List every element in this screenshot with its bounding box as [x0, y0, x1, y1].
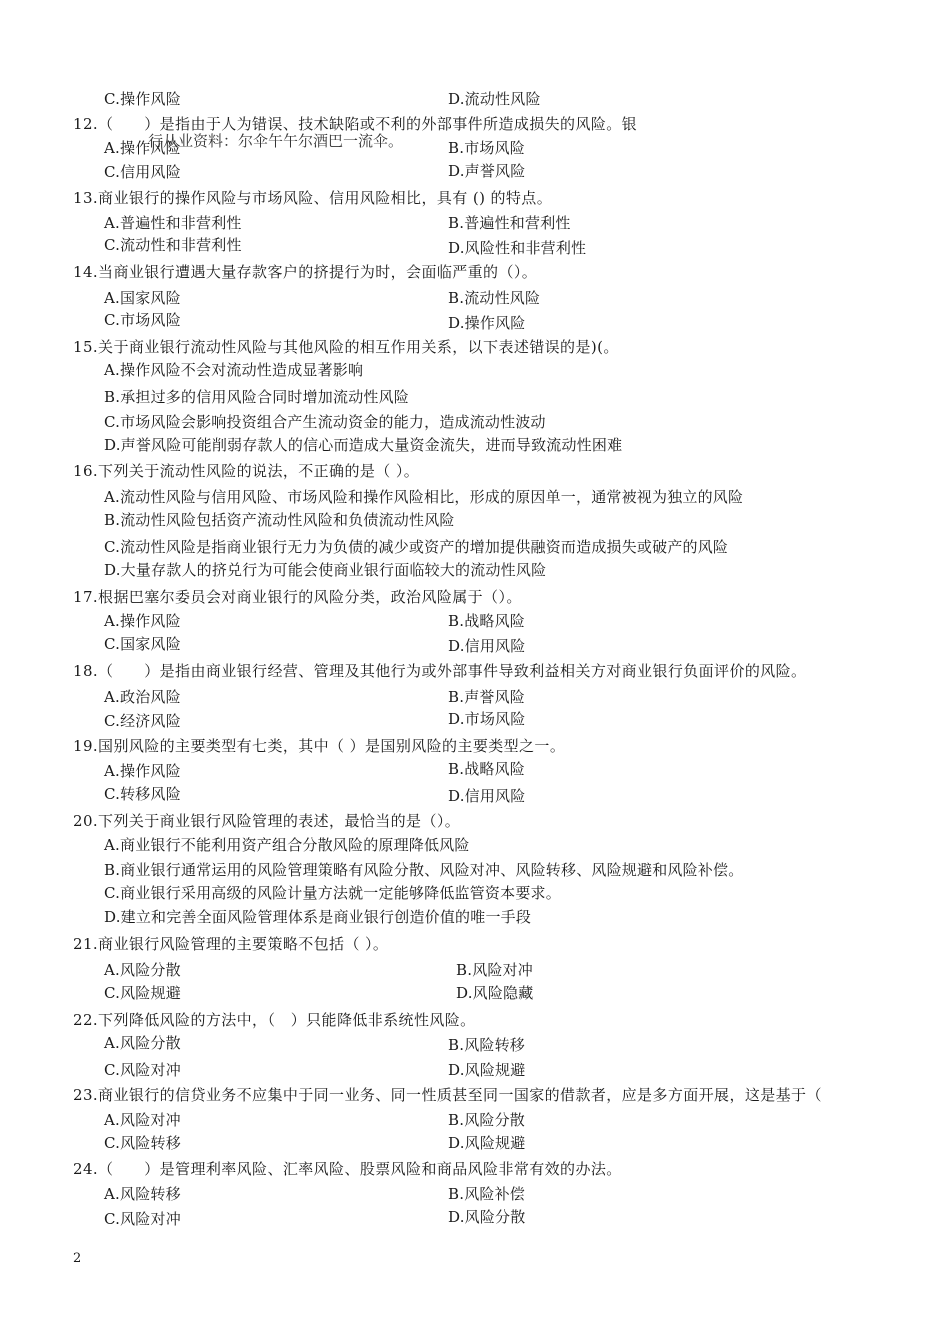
option-text: C.风险对冲	[104, 1210, 181, 1228]
option-text: B.声誉风险	[448, 688, 525, 706]
option-text: D.风险规避	[448, 1061, 526, 1079]
option-text: A.流动性风险与信用风险、市场风险和操作风险相比，形成的原因单一，通常被视为独立的风险	[104, 488, 744, 506]
overlay-text: 行从业资料：尔伞午午尔酒巴一流伞。	[148, 132, 404, 150]
option-text: B.市场风险	[448, 139, 525, 157]
option-text: C.操作风险	[104, 90, 181, 108]
question-text: 19.国别风险的主要类型有七类，其中（ ）是国别风险的主要类型之一。	[73, 737, 566, 755]
option-text: C.流动性风险是指商业银行无力为负债的减少或资产的增加提供融资而造成损失或破产的风险	[104, 538, 729, 556]
option-text: B.风险对冲	[456, 961, 533, 979]
option-text: A.风险分散	[104, 961, 181, 979]
option-text: C.市场风险会影响投资组合产生流动资金的能力，造成流动性波动	[104, 413, 546, 431]
option-text: B.战略风险	[448, 760, 525, 778]
option-text: B.承担过多的信用风险合同时增加流动性风险	[104, 388, 409, 406]
option-text: B.风险分散	[448, 1111, 525, 1129]
option-text: A.国家风险	[104, 289, 181, 307]
option-text: C.风险对冲	[104, 1061, 181, 1079]
option-text: C.转移风险	[104, 785, 181, 803]
option-text: D.操作风险	[448, 314, 526, 332]
option-text: C.经济风险	[104, 712, 181, 730]
option-text: A.风险对冲	[104, 1111, 181, 1129]
option-text: D.流动性风险	[448, 90, 541, 108]
option-text: B.风险转移	[448, 1036, 525, 1054]
page-number: 2	[73, 1251, 82, 1266]
option-text: A.普遍性和非营利性	[104, 214, 242, 232]
option-text: B.战略风险	[448, 612, 525, 630]
question-text: 18.（ ）是指由商业银行经营、管理及其他行为或外部事件导致利益相关方对商业银行负面评价的风险。	[73, 662, 807, 680]
question-text: 23.商业银行的信贷业务不应集中于同一业务、同一性质甚至同一国家的借款者，应是多方面开展，这是基于（	[73, 1086, 822, 1104]
option-text: A.操作风险不会对流动性造成显著影响	[104, 361, 364, 379]
option-text: C.信用风险	[104, 163, 181, 181]
option-text: D.风险分散	[448, 1208, 526, 1226]
option-text: A.政治风险	[104, 688, 181, 706]
option-text: A.风险转移	[104, 1185, 181, 1203]
option-text: B.流动性风险	[448, 289, 541, 307]
option-text: C.市场风险	[104, 311, 181, 329]
option-text: C.风险转移	[104, 1134, 181, 1152]
option-text: B.商业银行通常运用的风险管理策略有风险分散、风险对冲、风险转移、风险规避和风险补偿。	[104, 861, 744, 879]
option-text: A.操作风险	[104, 612, 181, 630]
question-text: 12.（ ）是指由于人为错误、技术缺陷或不利的外部事件所造成损失的风险。银	[73, 115, 638, 133]
option-text: A.商业银行不能利用资产组合分散风险的原理降低风险	[104, 836, 470, 854]
option-text: A.操作风险	[104, 762, 181, 780]
option-text: A.风险分散	[104, 1034, 181, 1052]
question-text: 22.下列降低风险的方法中，（ ）只能降低非系统性风险。	[73, 1011, 476, 1029]
option-text: C.风险规避	[104, 984, 181, 1002]
option-text: C.国家风险	[104, 635, 181, 653]
option-text: D.信用风险	[448, 637, 526, 655]
option-text: D.市场风险	[448, 710, 526, 728]
option-text: D.风险性和非营利性	[448, 239, 587, 257]
option-text: D.风险规避	[448, 1134, 526, 1152]
option-text: D.信用风险	[448, 787, 526, 805]
option-text: A.操作风险	[104, 139, 181, 157]
question-text: 20.下列关于商业银行风险管理的表述，最恰当的是（）。	[73, 812, 461, 830]
question-text: 17.根据巴塞尔委员会对商业银行的风险分类，政治风险属于（）。	[73, 588, 522, 606]
option-text: B.流动性风险包括资产流动性风险和负债流动性风险	[104, 511, 455, 529]
question-text: 21.商业银行风险管理的主要策略不包括（ ）。	[73, 935, 389, 953]
question-text: 13.商业银行的操作风险与市场风险、信用风险相比，具有 () 的特点。	[73, 189, 553, 207]
option-text: D.大量存款人的挤兑行为可能会使商业银行面临较大的流动性风险	[104, 561, 547, 579]
option-text: D.声誉风险	[448, 162, 526, 180]
option-text: B.风险补偿	[448, 1185, 525, 1203]
option-text: B.普遍性和营利性	[448, 214, 571, 232]
option-text: D.建立和完善全面风险管理体系是商业银行创造价值的唯一手段	[104, 908, 532, 926]
question-text: 14.当商业银行遭遇大量存款客户的挤提行为时，会面临严重的（）。	[73, 263, 538, 281]
option-text: D.风险隐藏	[456, 984, 534, 1002]
question-text: 15.关于商业银行流动性风险与其他风险的相互作用关系，以下表述错误的是)(。	[73, 338, 619, 356]
option-text: C.商业银行采用高级的风险计量方法就一定能够降低监管资本要求。	[104, 884, 561, 902]
option-text: D.声誉风险可能削弱存款人的信心而造成大量资金流失，进而导致流动性困难	[104, 436, 623, 454]
question-text: 24.（ ）是管理利率风险、汇率风险、股票风险和商品风险非常有效的办法。	[73, 1160, 622, 1178]
question-text: 16.下列关于流动性风险的说法，不正确的是（ ）。	[73, 462, 420, 480]
option-text: C.流动性和非营利性	[104, 236, 242, 254]
